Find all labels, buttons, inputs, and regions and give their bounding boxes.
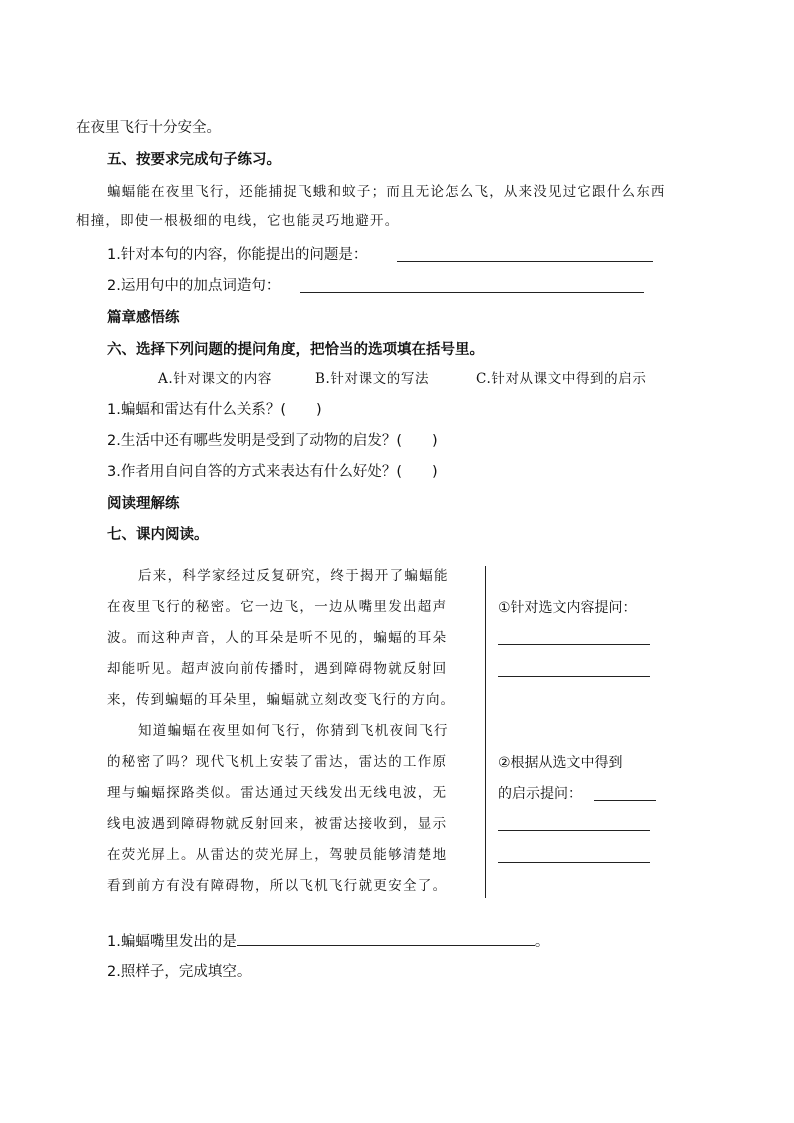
passage-line: 来，传到蝙蝠的耳朵里，蝙蝠就立刻改变飞行的方向。	[107, 692, 455, 708]
section7-question-1	[107, 931, 549, 952]
answer-paren-open-2: (	[396, 433, 403, 449]
side-answer-line[interactable]	[498, 830, 650, 831]
passage-line: 波。而这种声音，人的耳朵是听不见的，蝙蝠的耳朵	[107, 630, 448, 646]
passage-divider	[485, 566, 486, 898]
section7-answer-blank-1[interactable]	[237, 931, 535, 946]
section5-sentence-line1: 蝙蝠能在夜里飞行，还能捕捉飞蛾和蚊子；而且无论怎么飞，从来没见过它跟什么东西	[107, 184, 666, 200]
side-answer-line[interactable]	[498, 676, 650, 677]
section-label-chapter: 篇章感悟练	[107, 310, 180, 326]
side-answer-line[interactable]	[498, 644, 650, 645]
answer-paren-close-1: )	[316, 402, 322, 418]
section5-question-1-text: 1.针对本句的内容，你能提出的问题是：	[107, 247, 368, 263]
section7-question-1-text: 1.蝙蝠嘴里发出的是	[107, 934, 237, 950]
intro-line: 在夜里飞行十分安全。	[76, 120, 221, 136]
section6-question-1	[107, 400, 322, 420]
passage-line: 线电波遇到障碍物就反射回来，被雷达接收到，显示	[107, 816, 448, 832]
section5-question-2	[107, 276, 280, 296]
section6-question-3	[107, 462, 438, 482]
passage-line: 的秘密了吗？现代飞机上安装了雷达，雷达的工作原	[107, 754, 448, 770]
side-answer-line[interactable]	[594, 800, 656, 801]
section5-sentence-line2: 相撞，即使一根极细的电线，它也能灵巧地避开。	[76, 213, 400, 229]
passage-line: 看到前方有没有障碍物，所以飞机飞行就更安全了。	[107, 878, 448, 894]
side-note-2-line2: 的启示提问：	[498, 786, 582, 802]
passage-line: 后来，科学家经过反复研究，终于揭开了蝙蝠能	[138, 568, 449, 584]
option-b: B.针对课文的写法	[315, 371, 430, 387]
answer-paren-open-1: (	[280, 402, 287, 418]
section6-question-2-text: 2.生活中还有哪些发明是受到了动物的启发？	[107, 433, 397, 449]
answer-paren-close-2: )	[432, 433, 438, 449]
section6-question-1-text: 1.蝙蝠和雷达有什么关系？	[107, 402, 281, 418]
section5-answer-line-1[interactable]	[397, 261, 653, 262]
section6-question-3-text: 3.作者用自问自答的方式来表达有什么好处？	[107, 464, 397, 480]
option-c: C.针对从课文中得到的启示	[476, 371, 647, 387]
side-answer-line[interactable]	[498, 862, 650, 863]
answer-paren-open-3: (	[396, 464, 403, 480]
option-a: A.针对课文的内容	[158, 371, 272, 387]
section7-question-2: 2.照样子，完成填空。	[107, 964, 252, 980]
passage-line: 在荧光屏上。从雷达的荧光屏上，驾驶员能够清楚地	[107, 847, 448, 863]
passage-line: 却能听见。超声波向前传播时，遇到障碍物就反射回	[107, 661, 448, 677]
side-note-2-line1: ②根据从选文中得到	[498, 755, 623, 771]
section5-answer-line-2[interactable]	[300, 292, 644, 293]
section5-question-1	[107, 245, 367, 265]
passage-line: 理与蝙蝠探路类似。雷达通过天线发出无线电波，无	[107, 785, 448, 801]
section6-heading: 六、选择下列问题的提问角度，把恰当的选项填在括号里。	[107, 342, 484, 358]
section6-question-2	[107, 431, 438, 451]
passage-line: 在夜里飞行的秘密。它一边飞，一边从嘴里发出超声	[107, 599, 448, 615]
section7-question-1-end: 。	[534, 934, 550, 950]
answer-paren-close-3: )	[432, 464, 438, 480]
section7-heading: 七、课内阅读。	[107, 527, 209, 543]
passage-line: 知道蝙蝠在夜里如何飞行，你猜到飞机夜间飞行	[138, 723, 449, 739]
side-note-1: ①针对选文内容提问：	[498, 600, 637, 616]
section5-question-2-text: 2.运用句中的加点词造句：	[107, 278, 281, 294]
section-label-reading: 阅读理解练	[107, 496, 180, 512]
section5-heading: 五、按要求完成句子练习。	[107, 152, 281, 168]
